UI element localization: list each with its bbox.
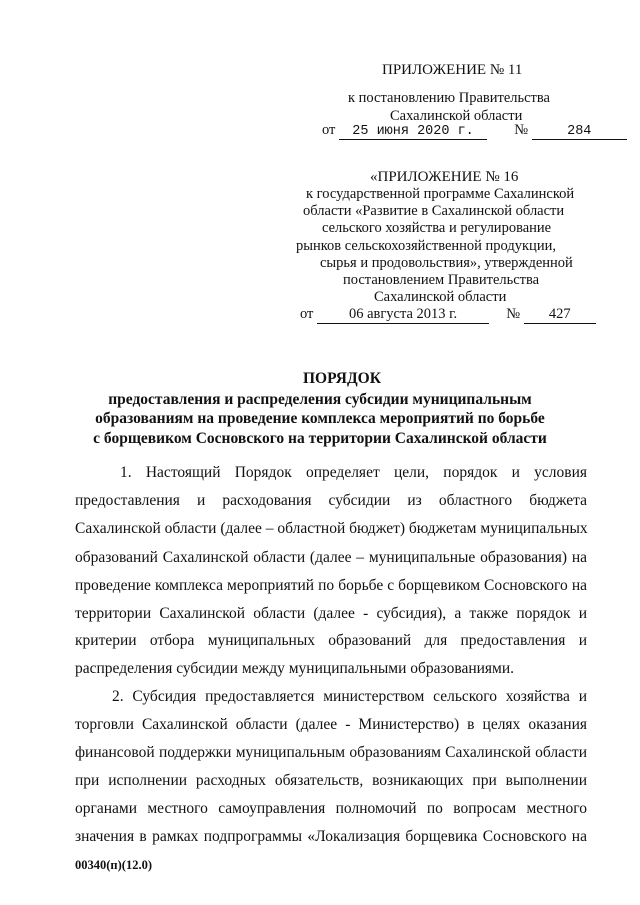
body-line: 1. Настоящий Порядок определяет цели, порядок и условия: [120, 464, 587, 481]
number-label: №: [514, 122, 529, 138]
number-label: №: [506, 306, 521, 322]
body-line: распределения субсидии между муниципальными образованиями.: [75, 660, 515, 677]
appendix-title: ПРИЛОЖЕНИЕ № 11: [382, 62, 523, 78]
appendix-line: постановлением Правительства: [343, 272, 540, 288]
appendix-line: рынков сельскохозяйственной продукции,: [296, 238, 556, 254]
body-line: при исполнении расходных обязательств, возникающих при выполнении: [75, 772, 587, 789]
appendix-line: Сахалинской области: [374, 289, 507, 305]
appendix-line: сырья и продовольствия», утвержденной: [320, 255, 573, 271]
body-line: критерии отбора муниципальных образований для предоставления и: [75, 632, 587, 649]
appendix-line: области «Развитие в Сахалинской области: [303, 203, 565, 219]
appendix-line: к постановлению Правительства: [348, 90, 550, 106]
document-subtitle-line: образованиям на проведение комплекса мероприятий по борьбе: [95, 410, 545, 427]
body-line: проведение комплекса мероприятий по борьбе с борщевиком Сосновского на: [75, 577, 587, 594]
body-line: предоставления и расходования субсидии из областного бюджета: [75, 492, 587, 509]
from-label: от: [322, 122, 336, 138]
decree-number: 284: [532, 124, 627, 140]
body-line: Сахалинской области (далее – областной бюджет) бюджетам муниципальных: [75, 520, 588, 537]
body-line: финансовой поддержки муниципальным образованиям Сахалинской области: [75, 744, 587, 761]
body-line: органами местного самоуправления полномочий по вопросам местного: [75, 800, 587, 817]
body-line: 2. Субсидия предоставляется министерством сельского хозяйства и: [112, 688, 587, 705]
appendix-line: к государственной программе Сахалинской: [306, 186, 575, 202]
document-subtitle-line: предоставления и распределения субсидии муниципальным: [108, 391, 532, 408]
body-line: территории Сахалинской области (далее - субсидия), а также порядок и: [75, 605, 587, 622]
appendix-line: Сахалинской области: [390, 108, 523, 124]
program-number: 427: [524, 306, 596, 324]
appendix-line: сельского хозяйства и регулирование: [322, 220, 552, 236]
from-label: от: [300, 306, 314, 322]
program-date: 06 августа 2013 г.: [317, 306, 489, 324]
document-title: ПОРЯДОК: [303, 370, 381, 387]
appendix-date-row: [300, 306, 596, 324]
appendix-title: «ПРИЛОЖЕНИЕ № 16: [370, 169, 519, 185]
appendix-date-row: [322, 122, 627, 140]
decree-date: 25 июня 2020 г.: [339, 124, 487, 140]
document-subtitle-line: с борщевиком Сосновского на территории Сахалинской области: [93, 430, 547, 447]
document-code: 00340(п)(12.0): [75, 858, 152, 872]
body-line: значения в рамках подпрограммы «Локализация борщевика Сосновского на: [75, 828, 587, 845]
body-line: торговли Сахалинской области (далее - Министерство) в целях оказания: [75, 716, 587, 733]
body-line: образований Сахалинской области (далее – муниципальные образования) на: [75, 549, 587, 566]
